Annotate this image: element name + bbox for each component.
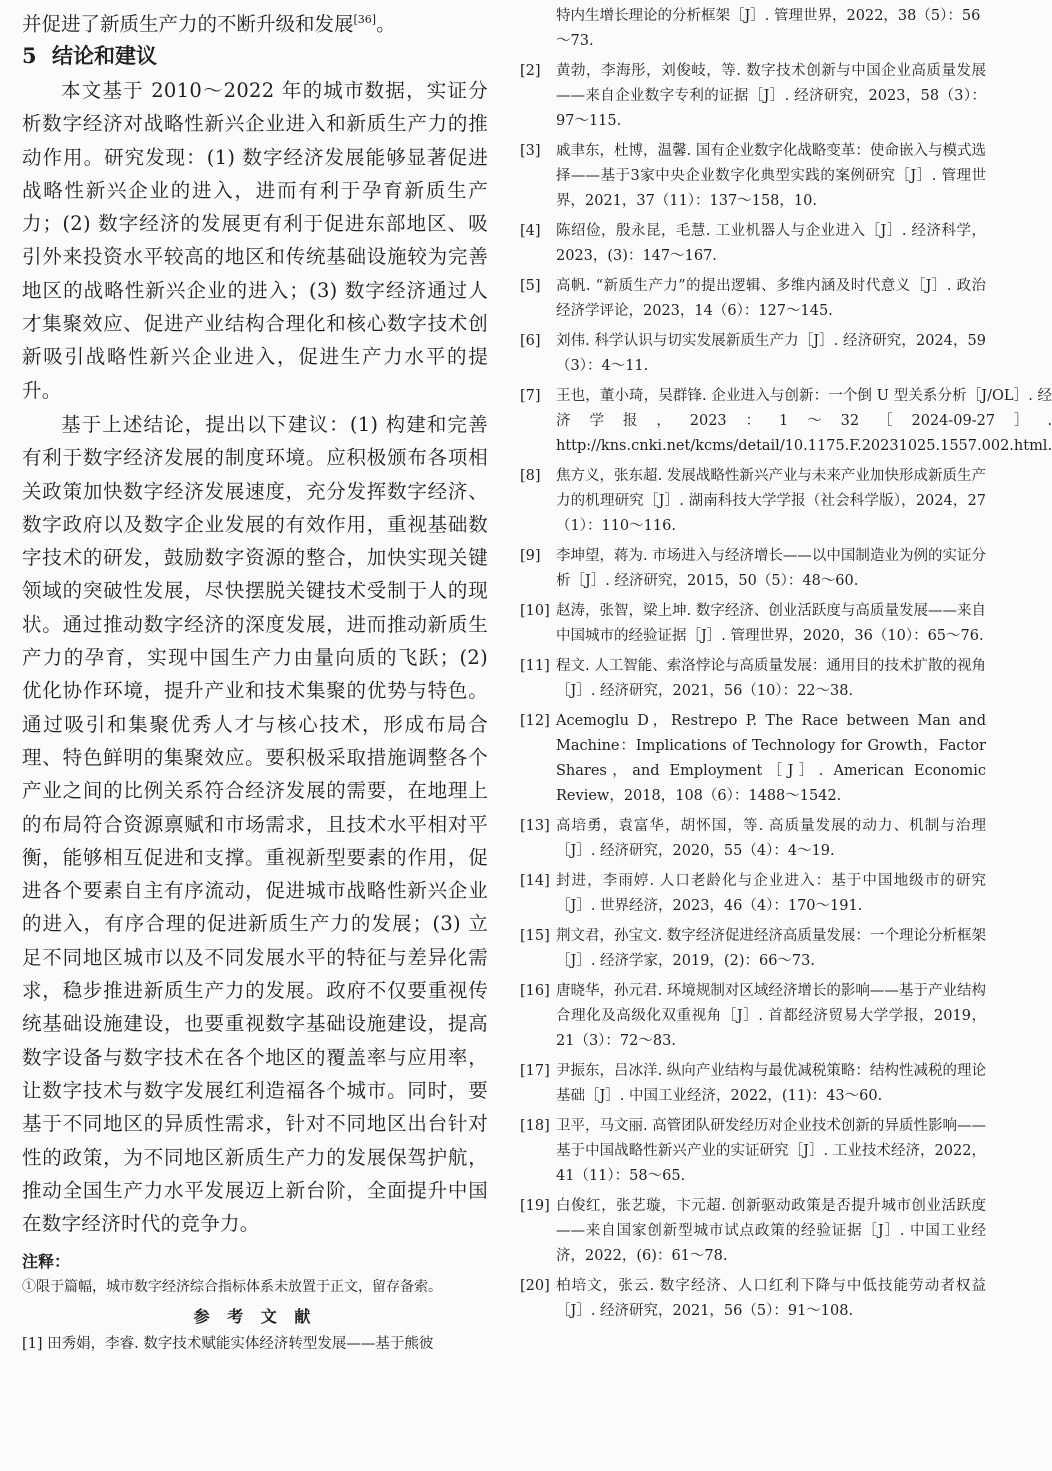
reference-item (520, 139, 986, 214)
reference-number: [5] (520, 278, 541, 294)
reference-text: 焦方义，张东超. 发展战略性新兴产业与未来产业加快形成新质生产力的机理研究［J］. 湖南科技大学学报（社会科学版），2024，27（1）：110～116. (556, 468, 986, 534)
reference-item (520, 59, 986, 134)
reference-number: [9] (520, 548, 541, 564)
reference-item (520, 464, 986, 539)
reference-text: 唐晓华，孙元君. 环境规制对区域经济增长的影响——基于产业结构合理化及高级化双重视角［J］. 首都经济贸易大学学报，2019，21（3）：72～83. (556, 983, 986, 1049)
reference-text: 赵涛，张智，梁上坤. 数字经济、创业活跃度与高质量发展——来自中国城市的经验证据［J］. 管理世界，2020，36（10）：65～76. (556, 603, 986, 644)
reference-number: [14] (520, 873, 550, 889)
reference-item (520, 384, 1052, 459)
reference-item (520, 599, 986, 649)
reference-item (520, 1114, 986, 1189)
reference-number: [8] (520, 468, 541, 484)
citation-superscript: [36] (353, 13, 377, 26)
right-column (520, 0, 1052, 1329)
reference-text: 卫平，马文丽. 高管团队研发经历对企业技术创新的异质性影响——基于中国战略性新兴产业的实证研究［J］. 工业技术经济，2022，41（11）：58～65. (556, 1118, 986, 1184)
reference-number: [19] (520, 1198, 550, 1214)
reference-number: [17] (520, 1063, 550, 1079)
reference-number: [10] (520, 603, 550, 619)
reference-item (520, 274, 986, 324)
reference-number: [20] (520, 1278, 550, 1294)
continuation-line: 并促进了新质生产力的不断升级和发展[36]。 (22, 12, 396, 36)
reference-text: 柏培文，张云. 数字经济、人口红利下降与中低技能劳动者权益［J］. 经济研究，2021，56（5）：91～108. (556, 1278, 986, 1319)
reference-text: 尹振东，吕冰洋. 纵向产业结构与最优减税策略：结构性减税的理论基础［J］. 中国工业经济，2022，(11)：43～60. (556, 1063, 986, 1104)
reference-text: 李坤望，蒋为. 市场进入与经济增长——以中国制造业为例的实证分析［J］. 经济研究，2015，50（5）：48～60. (556, 548, 986, 589)
reference-text: 荆文君，孙宝文. 数字经济促进经济高质量发展：一个理论分析框架［J］. 经济学家，2019，(2)：66～73. (556, 928, 986, 969)
reference-text: 陈绍俭，殷永昆，毛慧. 工业机器人与企业进入［J］. 经济科学，2023，(3)：147～167. (556, 223, 986, 264)
reference-list (520, 59, 1052, 1324)
reference-item (520, 1194, 986, 1269)
reference-1-start (22, 1332, 488, 1357)
reference-item (520, 924, 986, 974)
references-heading: 参 考 文 献 (193, 1307, 317, 1327)
reference-number: [3] (520, 143, 541, 159)
note-text: ①限于篇幅，城市数字经济综合指标体系未放置于正文，留存备索。 (22, 1279, 442, 1296)
reference-number: [4] (520, 223, 541, 239)
reference-number: [13] (520, 818, 550, 834)
reference-text: 高帆. “新质生产力”的提出逻辑、多维内涵及时代意义［J］. 政治经济学评论，2023，14（6）：127～145. (556, 278, 986, 319)
reference-number: [15] (520, 928, 550, 944)
reference-item (520, 219, 986, 269)
reference-item (520, 544, 986, 594)
reference-item (520, 814, 986, 864)
reference-number: [1] (22, 1336, 43, 1353)
reference-number: [11] (520, 658, 550, 674)
recommendation-paragraph: 基于上述结论，提出以下建议：(1) 构建和完善有利于数字经济发展的制度环境。应积极颁布各项相关政策加快数字经济发展速度，充分发挥数字经济、数字政府以及数字企业发展的有效作用，重视基础数字技术的研发，鼓励数字资源的整合，加快实现关键领域的突破性发展，尽快摆脱关键技术受制于人的现状。通过推动数字经济的深度发展，进而推动新质生产力的孕育，实现中国生产力由量向质的飞跃；(2) 优化协作环境，提升产业和技术集聚的优势与特色。通过吸引和集聚优秀人才与核心技术，形成布局合理、特色鲜明的集聚效应。要积极采取措施调整各个产业之间的比例关系符合经济发展的需要，在地理上的布局符合资源禀赋和市场需求，且技术水平相对平衡，能够相互促进和支撑。重视新型要素的作用，促进各个要素自主有序流动，促进城市战略性新兴企业的进入，有序合理的促进新质生产力的发展；(3) 立足不同地区城市以及不同发展水平的特征与差异化需求，稳步推进新质生产力的发展。政府不仅要重视传统基础设施建设，也要重视数字基础设施建设，提高数字设备与数字技术在各个地区的覆盖率与应用率，让数字技术与数字发展红利造福各个城市。同时，要基于不同地区的异质性需求，针对不同地区出台针对性的政策，为不同地区新质生产力的发展保驾护航，推动全国生产力水平发展迈上新台阶，全面提升中国在数字经济时代的竞争力。 (22, 412, 488, 1236)
reference-item (520, 1274, 986, 1324)
reference-text: 戚聿东，杜博，温馨. 国有企业数字化战略变革：使命嵌入与模式选择——基于3家中央企业数字化典型实践的案例研究［J］. 管理世界，2021，37（11）：137～158，10. (556, 143, 986, 209)
section-number: 5 (22, 43, 37, 68)
reference-item (520, 1059, 986, 1109)
reference-number: [16] (520, 983, 550, 999)
reference-text: 田秀娟，李睿. 数字技术赋能实体经济转型发展——基于熊彼 (47, 1336, 434, 1353)
reference-text: 程文. 人工智能、索洛悖论与高质量发展：通用目的技术扩散的视角［J］. 经济研究，2021，56（10）：22～38. (556, 658, 986, 699)
reference-text: 黄勃，李海彤，刘俊岐，等. 数字技术创新与中国企业高质量发展——来自企业数字专利的证据［J］. 经济研究，2023，58（3）：97～115. (556, 63, 986, 129)
reference-number: [18] (520, 1118, 550, 1134)
left-column (22, 0, 488, 1357)
reference-text: 刘伟. 科学认识与切实发展新质生产力［J］. 经济研究，2024，59（3）：4～11. (556, 333, 986, 374)
reference-text: 高培勇，袁富华，胡怀国，等. 高质量发展的动力、机制与治理［J］. 经济研究，2020，55（4）：4～19. (556, 818, 986, 859)
reference-1-continuation: 特内生增长理论的分析框架［J］. 管理世界，2022，38（5）：56～73. (556, 8, 981, 49)
reference-number: [7] (520, 388, 541, 404)
reference-text: 王也，董小琦，吴群锋. 企业进入与创新：一个倒 U 型关系分析［J/OL］. 经济学报，2023：1～32［2024-09-27］. http://kns.cnki.net/kcms/detail/10.1175.F.20231025.1557.002.html. (556, 388, 1052, 454)
section-heading (22, 38, 488, 74)
reference-item (520, 869, 986, 919)
notes-label: 注释： (22, 1252, 71, 1272)
section-title: 结论和建议 (52, 43, 157, 68)
reference-item (520, 329, 986, 379)
reference-text: 白俊红，张艺璇，卞元超. 创新驱动政策是否提升城市创业活跃度——来自国家创新型城市试点政策的经验证据［J］. 中国工业经济，2022，(6)：61～78. (556, 1198, 986, 1264)
reference-number: [12] (520, 713, 550, 729)
reference-item (520, 979, 986, 1054)
reference-item (520, 709, 986, 809)
reference-text: 封进，李雨婷. 人口老龄化与企业进入：基于中国地级市的研究［J］. 世界经济，2023，46（4）：170～191. (556, 873, 986, 914)
conclusion-paragraph: 本文基于 2010～2022 年的城市数据，实证分析数字经济对战略性新兴企业进入和新质生产力的推动作用。研究发现：(1) 数字经济发展能够显著促进战略性新兴企业的进入，进而有利于孕育新质生产力；(2) 数字经济的发展更有利于促进东部地区、吸引外来投资水平较高的地区和传统基础设施较为完善地区的战略性新兴企业的进入；(3) 数字经济通过人才集聚效应、促进产业结构合理化和核心数字技术创新吸引战略性新兴企业进入，促进生产力水平的提升。 (22, 79, 488, 402)
reference-number: [2] (520, 63, 541, 79)
reference-item (520, 654, 986, 704)
reference-text: Acemoglu D，Restrepo P. The Race between Man and Machine：Implications of Technology for Growth，Factor Shares，and Employment［J］. American Economic Review，2018，108（6）：1488～1542. (556, 713, 986, 804)
reference-number: [6] (520, 333, 541, 349)
